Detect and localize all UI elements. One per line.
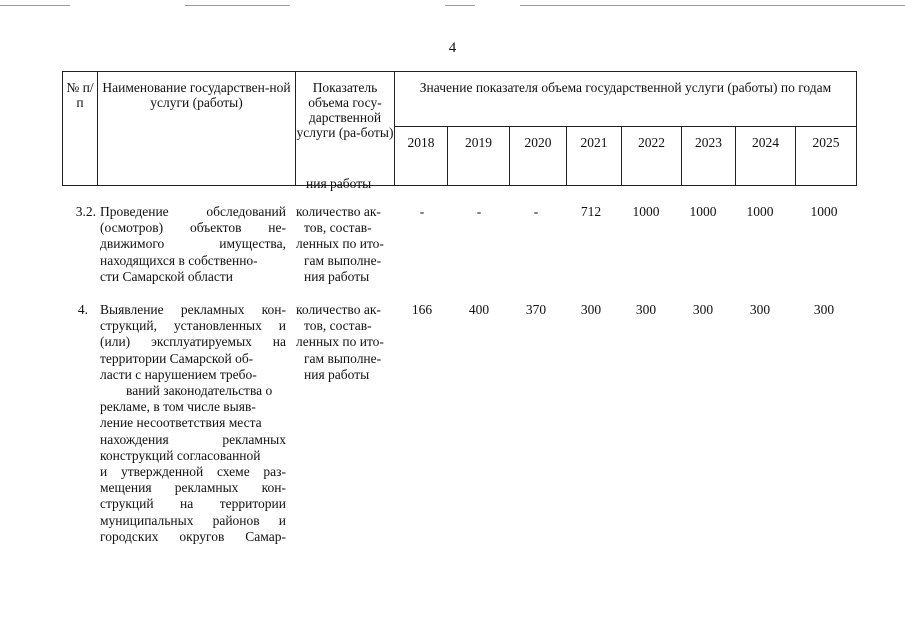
name-line: муниципальных районов и	[100, 512, 286, 528]
indicator-line: количество ак-	[296, 204, 381, 219]
header-num: № п/п	[63, 72, 98, 186]
name-line: нахождения рекламных	[100, 431, 286, 447]
header-year: 2021	[567, 127, 622, 186]
value-2023: 300	[692, 302, 714, 317]
header-year: 2023	[682, 127, 736, 186]
indicator-line: гам выполне-	[304, 252, 382, 268]
indicator-line: ленных по ито-	[296, 236, 384, 252]
name-line: Выявление рекламных кон-	[100, 302, 286, 317]
value-2020: 370	[525, 302, 547, 317]
value-2025: 1000	[810, 204, 838, 219]
value-2021: 712	[580, 204, 602, 219]
name-line: территории Самарской об-	[100, 350, 254, 366]
header-year: 2019	[448, 127, 510, 186]
indicator-line: гам выполне-	[304, 350, 382, 366]
header-values: Значение показателя объема государственной услуги (работы) по годам	[395, 72, 857, 127]
value-2022: 300	[635, 302, 657, 317]
indicator-line: ния работы	[304, 366, 370, 382]
name-line: ление несоответствия места	[100, 415, 262, 431]
name-line: Проведение обследований	[100, 204, 286, 219]
value-2025: 300	[813, 302, 835, 317]
value-2023: 1000	[689, 204, 717, 219]
scan-artifact-line	[445, 5, 475, 6]
name-line: конструкций согласованной	[100, 447, 261, 463]
value-2024: 300	[749, 302, 771, 317]
header-indicator: Показатель объема госу-дарственной услуги (ра-боты)	[296, 72, 395, 186]
name-line: движимого имущества,	[100, 236, 286, 252]
row-indicator	[296, 204, 396, 285]
indicator-line: ния работы	[304, 268, 370, 284]
value-2024: 1000	[746, 204, 774, 219]
name-line: (осмотров) объектов не-	[100, 220, 286, 236]
value-2018: -	[419, 204, 425, 219]
name-line: сти Самарской области	[100, 268, 234, 284]
header-year: 2024	[736, 127, 796, 186]
indicator-line: тов, состав-	[304, 318, 372, 334]
value-2021: 300	[580, 302, 602, 317]
value-2019: 400	[468, 302, 490, 317]
indicator-line: количество ак-	[296, 302, 381, 317]
row-service-name	[100, 204, 286, 285]
scan-artifact-line	[0, 5, 70, 6]
name-line: находящихся в собственно-	[100, 252, 258, 268]
row-number: 4.	[77, 302, 88, 317]
name-line: и утвержденной схеме раз-	[100, 464, 286, 480]
value-2019: -	[476, 204, 482, 219]
name-line: ласти с нарушением требо-	[100, 366, 257, 382]
name-line: струкций на территории	[100, 496, 286, 512]
indicator-line: тов, состав-	[304, 220, 372, 236]
row-number: 3.2.	[75, 204, 96, 219]
name-line: ваний законодательства о	[126, 383, 273, 399]
header-year: 2025	[796, 127, 857, 186]
header-year: 2018	[395, 127, 448, 186]
name-line: городских округов Самар-	[100, 528, 286, 544]
page-number: 4	[448, 40, 457, 56]
scan-artifact-line	[520, 5, 905, 6]
indicator-line: ленных по ито-	[296, 334, 384, 350]
carryover-text: ния работы	[306, 176, 372, 191]
name-line: мещения рекламных кон-	[100, 480, 286, 496]
name-line: рекламе, в том числе выяв-	[100, 399, 256, 415]
table-header	[62, 71, 857, 186]
name-line: струкций, установленных и	[100, 318, 286, 334]
header-service-name: Наименование государствен-ной услуги (работы)	[98, 72, 296, 186]
row-service-name	[100, 302, 286, 545]
name-line: (или) эксплуатируемых на	[100, 334, 286, 350]
header-year: 2020	[510, 127, 567, 186]
value-2020: -	[533, 204, 539, 219]
scan-artifact-line	[185, 5, 290, 6]
header-year: 2022	[622, 127, 682, 186]
value-2018: 166	[411, 302, 433, 317]
row-indicator	[296, 302, 396, 383]
value-2022: 1000	[632, 204, 660, 219]
